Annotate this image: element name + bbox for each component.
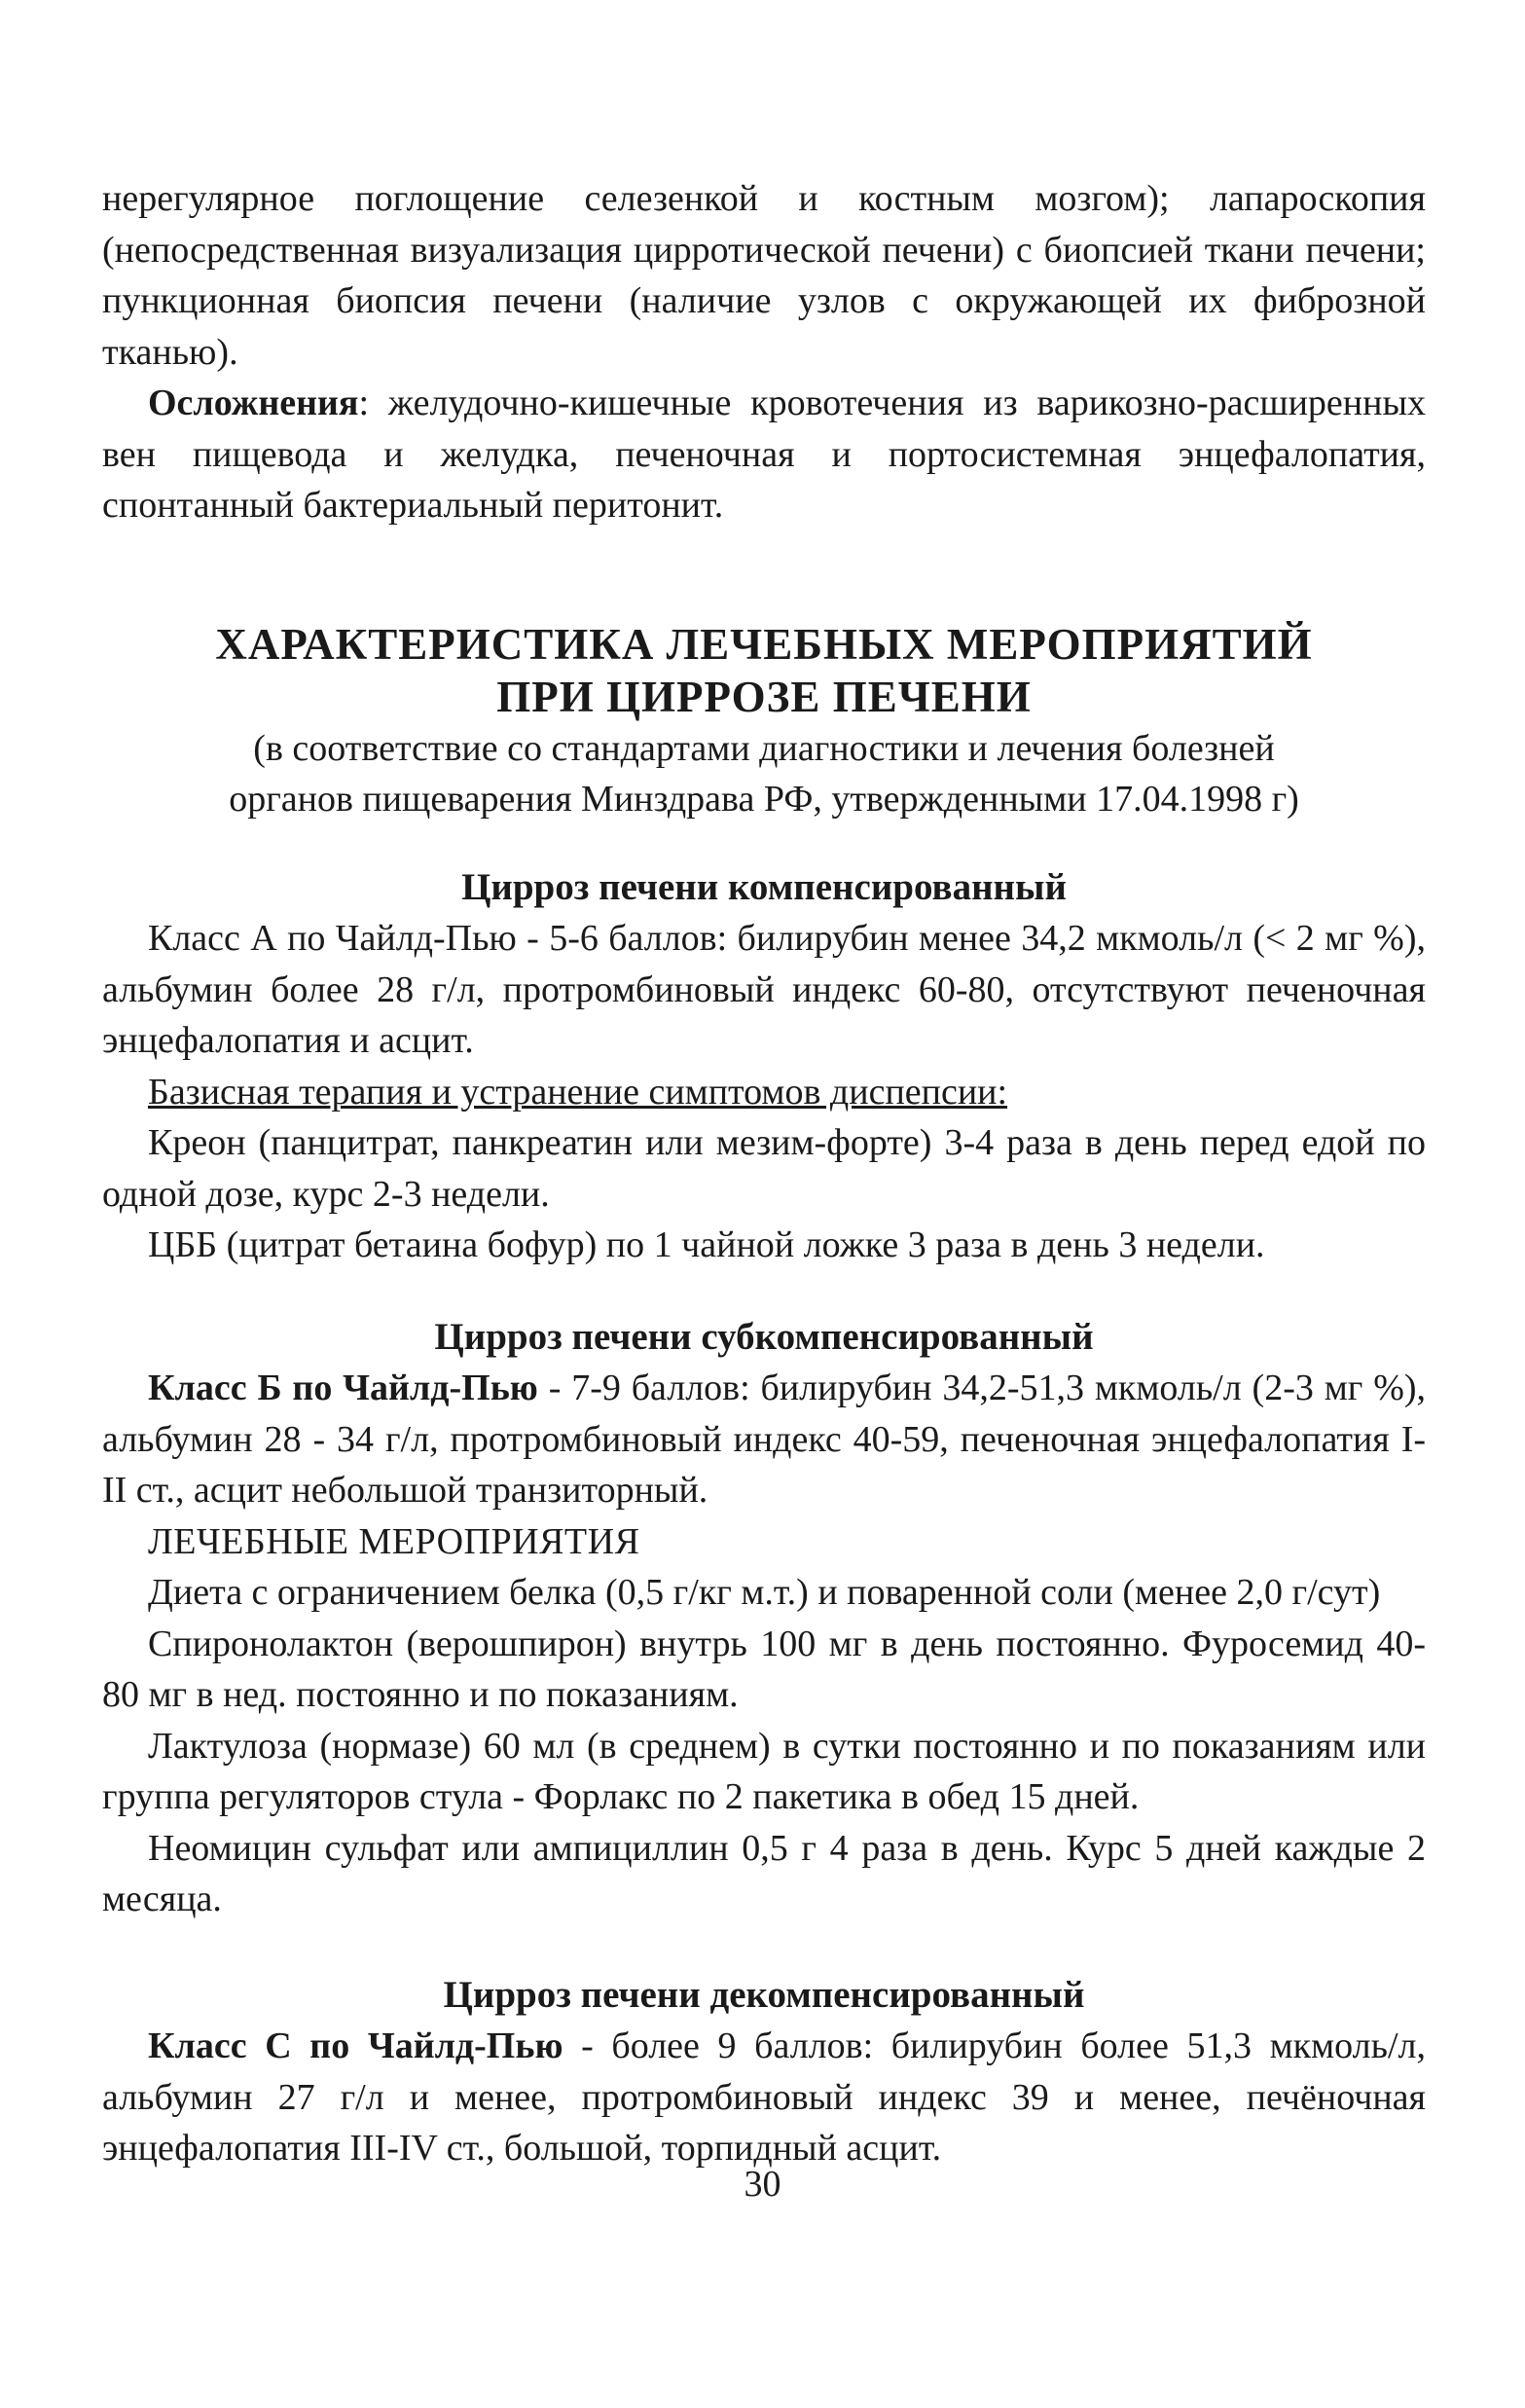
subcompensated-item-2: Спиронолактон (верошпирон) внутрь 100 мг в день постоянно. Фуросемид 40-80 мг в нед. постоянно и по показаниям. xyxy=(102,1623,1426,1715)
complications-text: : желудочно-кишечные кровотечения из варикозно-расширенных вен пищевода и желудка, печеночная и портосистемная энцефалопатия, спонтанный бактериальный перитонит. xyxy=(102,383,1426,526)
compensated-heading: Цирроз печени компенсированный xyxy=(461,865,1067,908)
compensated-item-1: Креон (панцитрат, панкреатин или мезим-форте) 3-4 раза в день перед едой по одной дозе, курс 2-3 недели. xyxy=(102,1122,1426,1215)
complications-label: Осложнения xyxy=(148,383,359,423)
section-subtitle-line-2: органов пищеварения Минздрава РФ, утвержденными 17.04.1998 г) xyxy=(229,779,1299,820)
subcompensated-class-text: - 7-9 баллов: билирубин 34,2-51,3 мкмоль/л (2-3 мг %), альбумин 28 - 34 г/л, протромбиновый индекс 40-59, печеночная энцефалопатия I-II ст., асцит небольшой транзиторный. xyxy=(102,1368,1426,1511)
intro-paragraph: нерегулярное поглощение селезенкой и костным мозгом); лапароскопия (непосредственная визуализация цирротической печени) с биопсией ткани печени; пункционная биопсия печени (наличие узлов с окружающей их фиброзной тканью). xyxy=(102,178,1426,373)
decompensated-class-paragraph xyxy=(102,2021,1426,2174)
page-number: 30 xyxy=(744,2164,781,2205)
subcompensated-heading: Цирроз печени субкомпенсированный xyxy=(434,1315,1094,1358)
subcompensated-item-4: Неомицин сульфат или ампициллин 0,5 г 4 раза в день. Курс 5 дней каждые 2 месяца. xyxy=(102,1827,1426,1919)
section-title xyxy=(102,618,1426,723)
section-title-line-2: ПРИ ЦИРРОЗЕ ПЕЧЕНИ xyxy=(496,672,1032,721)
compensated-class-paragraph: Класс А по Чайлд-Пью - 5-6 баллов: билирубин менее 34,2 мкмоль/л (< 2 мг %), альбумин более 28 г/л, протромбиновый индекс 60-80, отсутствуют печеночная энцефалопатия и асцит. xyxy=(102,918,1426,1061)
section-subtitle-line-1: (в соответствие со стандартами диагностики и лечения болезней xyxy=(253,727,1275,769)
subcompensated-measures-label: ЛЕЧЕБНЫЕ МЕРОПРИЯТИЯ xyxy=(148,1520,640,1562)
page-body xyxy=(102,173,1426,2174)
compensated-therapy-label xyxy=(102,1067,1426,1118)
subcompensated-class-paragraph xyxy=(102,1363,1426,1516)
section-subtitle xyxy=(102,723,1426,825)
complications-paragraph xyxy=(102,378,1426,531)
subcompensated-class-label: Класс Б по Чайлд-Пью xyxy=(148,1368,538,1408)
subcompensated-item-3: Лактулоза (нормазе) 60 мл (в среднем) в сутки постоянно и по показаниям или группа регуляторов стула - Форлакс по 2 пакетика в обед 15 дней. xyxy=(102,1725,1426,1817)
therapy-label-text: Базисная терапия и устранение симптомов диспепсии: xyxy=(148,1071,1008,1113)
compensated-item-2: ЦББ (цитрат бетаина бофур) по 1 чайной ложке 3 раза в день 3 недели. xyxy=(148,1224,1265,1265)
subcompensated-item-1: Диета с ограничением белка (0,5 г/кг м.т.) и поваренной соли (менее 2,0 г/сут) xyxy=(148,1572,1381,1613)
decompensated-class-text: - более 9 баллов: билирубин более 51,3 мкмоль/л, альбумин 27 г/л и менее, протромбиновый индекс 39 и менее, печёночная энцефалопатия III-IV ст., большой, торпидный асцит. xyxy=(102,2025,1426,2169)
decompensated-heading: Цирроз печени декомпенсированный xyxy=(443,1973,1085,2016)
section-title-line-1: ХАРАКТЕРИСТИКА ЛЕЧЕБНЫХ МЕРОПРИЯТИЙ xyxy=(215,619,1313,669)
decompensated-class-label: Класс С по Чайлд-Пью xyxy=(148,2025,563,2066)
